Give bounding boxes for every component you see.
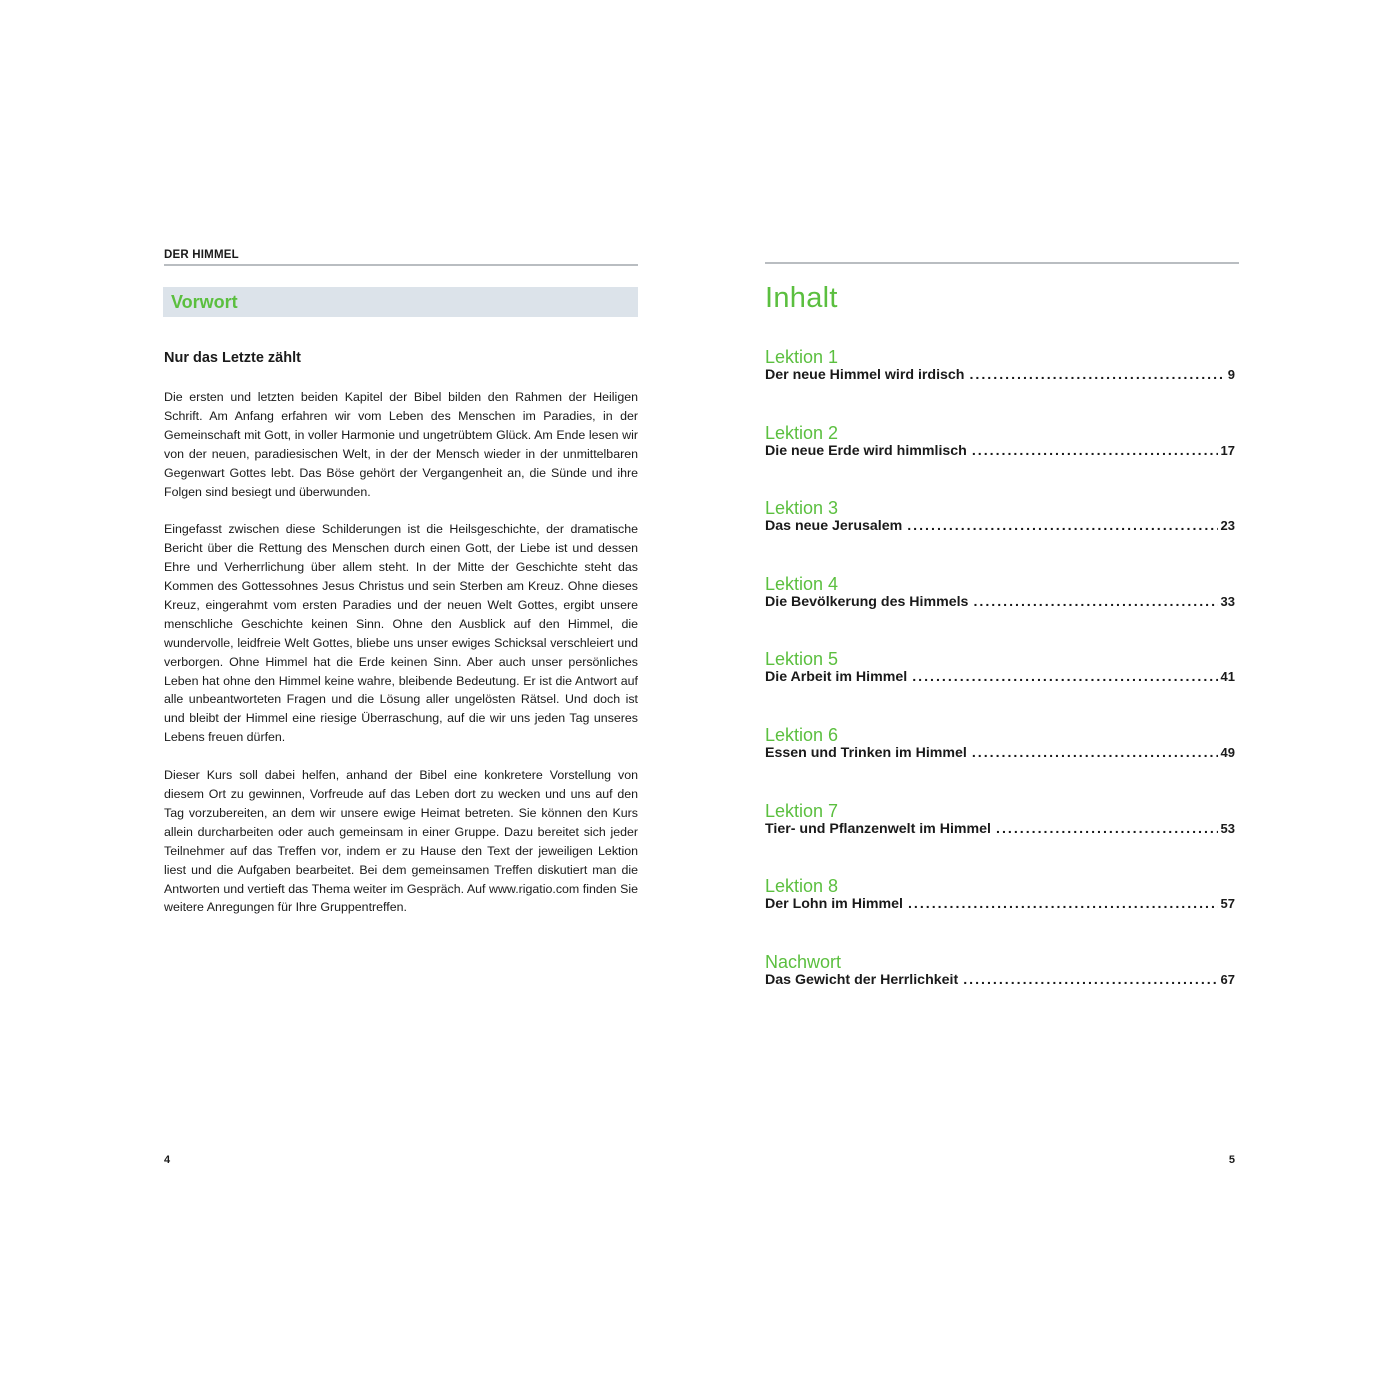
toc-page-number: 9: [1227, 367, 1235, 382]
toc-page-number: 17: [1220, 442, 1235, 458]
toc-leader-dots: [963, 971, 1217, 989]
paragraph: Die ersten und letzten beiden Kapitel der Bibel bilden den Rahmen der Heiligen Schrift. Am Anfang erfahren wir vom Leben des Menschen im Paradies, in der Gemeinschaft mit Gott, in voller Harmonie und ungetrübtem Glück. Am Ende lesen wir von der neuen, paradiesischen Welt, in der der Mensch wieder in der unmittelbaren Gegenwart Gottes lebt. Das Böse gehört der Vergangenheit an, die Sünde und ihre Folgen sind besiegt und überwunden.: [164, 390, 638, 499]
subheading: Nur das Letzte zählt: [164, 350, 301, 366]
toc-leader-dots: [908, 895, 1218, 913]
toc-entry-title: Essen und Trinken im Himmel: [765, 745, 967, 761]
toc-entry-title: Der Lohn im Himmel: [765, 896, 903, 913]
toc-leader-dots: [912, 668, 1217, 686]
toc-lesson-label: Lektion 2: [765, 422, 839, 443]
toc-page-number: 67: [1220, 971, 1235, 987]
toc-entry-title: Tier- und Pflanzenwelt im Himmel: [765, 820, 991, 837]
toc-entry: [765, 800, 1235, 850]
toc-page-number: 57: [1220, 896, 1235, 912]
toc-leader-dots: [972, 442, 1218, 460]
toc-page-number: 53: [1220, 820, 1235, 836]
toc-page-number: 23: [1220, 518, 1235, 534]
toc-entry: [765, 951, 1235, 1001]
toc-entry-title: Das neue Jerusalem: [765, 518, 903, 535]
header-rule: [765, 262, 1239, 264]
running-head: DER HIMMEL: [164, 248, 638, 266]
toc-entry: [765, 497, 1235, 547]
toc-entry: [765, 875, 1235, 925]
toc-entry: [765, 422, 1235, 472]
toc-entry-title: Der neue Himmel wird irdisch: [765, 367, 965, 383]
toc-page-number: 33: [1220, 593, 1235, 609]
toc-lesson-label: Lektion 7: [765, 800, 839, 821]
toc-page-number: 41: [1220, 669, 1235, 685]
toc-entry-title: Das Gewicht der Herrlichkeit: [765, 971, 959, 988]
paragraph: Dieser Kurs soll dabei helfen, anhand der Bibel eine konkretere Vorstellung von diesem Ort zu gewinnen, Vorfreude auf das Leben dort zu wecken und uns auf den Tag vorzubereiten, an dem wir unsere ewige Heimat betreten. Sie können den Kurs allein durcharbeiten oder auch gemeinsam in einer Gruppe. Dazu bereitet sich jeder Teilnehmer auf das Treffen vor, indem er zu Hause den Text der jeweiligen Lektion liest und die Aufgaben bearbeitet. Bei dem gemeinsamen Treffen diskutiert man die Antworten und vertieft das Thema weiter im Gespräch. Auf www.rigatio.com finden Sie weitere Anregungen für Ihre Gruppentreffen.: [164, 768, 638, 915]
toc-entry-title: Die Bevölkerung des Himmels: [765, 593, 969, 610]
page-number-left: 4: [164, 1154, 171, 1166]
body-text: [164, 388, 638, 936]
toc-page-number: 49: [1220, 745, 1235, 760]
toc-entry: [765, 648, 1235, 698]
toc-leader-dots: [969, 366, 1224, 384]
toc-lesson-label: Nachwort: [765, 951, 842, 972]
toc-title: Inhalt: [765, 282, 838, 314]
toc-entry: [765, 724, 1235, 774]
toc-leader-dots: [907, 517, 1217, 535]
page-number-right: 5: [1228, 1154, 1235, 1166]
toc-leader-dots: [996, 820, 1218, 838]
section-bar: [163, 287, 638, 317]
toc-lesson-label: Lektion 6: [765, 725, 839, 745]
toc-lesson-label: Lektion 8: [765, 876, 839, 897]
toc-lesson-label: Lektion 3: [765, 498, 839, 519]
toc-lesson-label: Lektion 5: [765, 649, 839, 670]
paragraph: Eingefasst zwischen diese Schilderungen ist die Heilsgeschichte, der dramatische Bericht über die Rettung des Menschen durch einen Gott, der Liebe ist und dessen Ehre und Verherrlichung über allem steht. In der Mitte der Geschichte steht das Kommen des Gottessohnes Jesus Christus und sein Sterben am Kreuz. Ohne dieses Kreuz, eingerahmt vom ersten Paradies und der neuen Welt Gottes, ergibt unsere menschliche Geschichte keinen Sinn. Ohne den Ausblick auf den Himmel, die wundervolle, leidfreie Welt Gottes, bliebe uns unser ewiges Schicksal verschleiert und verborgen. Ohne Himmel hat die Erde keinen Sinn. Aber auch unser persönliches Leben hat ohne den Himmel keine wahre, bleibende Bedeutung. Er ist die Antwort auf alle unbeantworteten Fragen und die Lösung aller ungelösten Rätsel. Und doch ist und bleibt der Himmel eine riesige Überraschung, auf die wir uns jeden Tag unseres Lebens freuen dürfen.: [164, 522, 638, 745]
toc-entry: [765, 346, 1235, 396]
toc-entry-title: Die Arbeit im Himmel: [765, 669, 908, 686]
toc-leader-dots: [973, 593, 1217, 611]
toc-leader-dots: [972, 744, 1218, 762]
toc-entry: [765, 573, 1235, 623]
toc-lesson-label: Lektion 4: [765, 573, 839, 594]
toc-lesson-label: Lektion 1: [765, 347, 839, 367]
toc-entry-title: Die neue Erde wird himmlisch: [765, 442, 967, 459]
section-title: Vorwort: [171, 292, 238, 312]
